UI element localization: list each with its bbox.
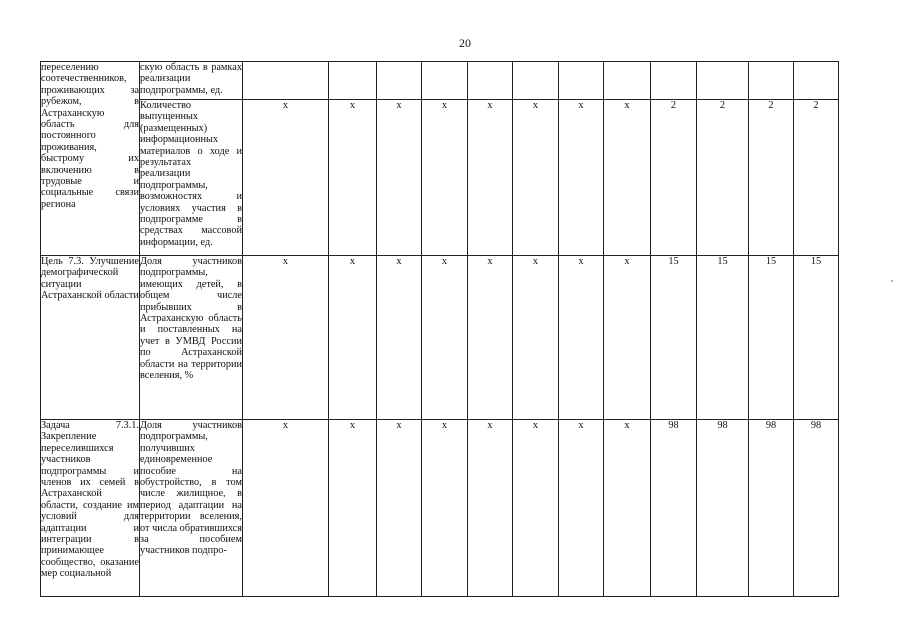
- value-cell: [604, 62, 651, 100]
- table-row: [41, 100, 839, 256]
- value-cell: 15: [697, 256, 749, 420]
- value-cell: x: [422, 100, 468, 256]
- value-cell: 98: [749, 420, 794, 597]
- value-cell: x: [377, 100, 422, 256]
- value-cell: [243, 62, 329, 100]
- value-cell: 98: [651, 420, 697, 597]
- value-cell: [329, 62, 377, 100]
- value-cell: x: [422, 420, 468, 597]
- value-cell: x: [243, 256, 329, 420]
- value-cell: x: [377, 420, 422, 597]
- indicator-cell: Доля участников подпрограммы, имеющих детей, в общем числе прибывших в Астраханскую область и поставленных на учет в УМВД России по Астраханской области на территории вселения, %: [140, 256, 243, 420]
- value-cell: [749, 62, 794, 100]
- indicator-cell: Количество выпущенных (размещенных) информационных материалов о ходе и результатах реализации подпрограммы, возможностях и условиях участия в подпрограмме в средствах массовой информации, ед.: [140, 100, 243, 256]
- value-cell: [651, 62, 697, 100]
- value-cell: 15: [749, 256, 794, 420]
- value-cell: x: [468, 420, 513, 597]
- value-cell: 98: [794, 420, 839, 597]
- value-cell: 2: [749, 100, 794, 256]
- value-cell: 2: [697, 100, 749, 256]
- value-cell: [422, 62, 468, 100]
- indicator-cell: скую область в рамках реализации подпрограммы, ед.: [140, 62, 243, 100]
- value-cell: x: [243, 420, 329, 597]
- task-cell: Задача 7.3.1. Закрепление переселившихся участников подпрограммы и членов их семей в Астраханской области, создание им условий для адаптации и интеграции в принимающее сообщество, оказание мер социальной: [41, 420, 140, 597]
- value-cell: x: [243, 100, 329, 256]
- value-cell: x: [377, 256, 422, 420]
- scan-speck: [891, 280, 893, 282]
- value-cell: x: [604, 256, 651, 420]
- value-cell: x: [559, 100, 604, 256]
- value-cell: x: [422, 256, 468, 420]
- indicators-table: [40, 61, 839, 597]
- value-cell: x: [559, 420, 604, 597]
- page-number: 20: [459, 36, 471, 50]
- value-cell: x: [329, 100, 377, 256]
- value-cell: x: [513, 256, 559, 420]
- value-cell: x: [513, 420, 559, 597]
- value-cell: x: [468, 256, 513, 420]
- value-cell: x: [329, 256, 377, 420]
- value-cell: [513, 62, 559, 100]
- value-cell: 2: [794, 100, 839, 256]
- indicator-cell: Доля участников подпрограммы, получивших единовременное пособие на обустройство, в том числе жилищное, в период адаптации на территории вселения, от числа обратившихся за пособием участников подпро-: [140, 420, 243, 597]
- value-cell: x: [604, 100, 651, 256]
- table-row: [41, 62, 839, 100]
- table-row: [41, 256, 839, 420]
- value-cell: [794, 62, 839, 100]
- value-cell: x: [559, 256, 604, 420]
- value-cell: 15: [794, 256, 839, 420]
- value-cell: [468, 62, 513, 100]
- value-cell: x: [604, 420, 651, 597]
- table-row: [41, 420, 839, 597]
- goal-cell: переселению соотечественников, проживающих за рубежом, в Астраханскую область для постоянного проживания, быстрому их включению в трудовые и социальные связи региона: [41, 62, 140, 256]
- value-cell: x: [513, 100, 559, 256]
- value-cell: [377, 62, 422, 100]
- value-cell: 2: [651, 100, 697, 256]
- value-cell: 98: [697, 420, 749, 597]
- value-cell: [559, 62, 604, 100]
- goal-cell: Цель 7.3. Улучшение демографической ситуации Астраханской области: [41, 256, 140, 420]
- value-cell: 15: [651, 256, 697, 420]
- value-cell: x: [468, 100, 513, 256]
- value-cell: [697, 62, 749, 100]
- value-cell: x: [329, 420, 377, 597]
